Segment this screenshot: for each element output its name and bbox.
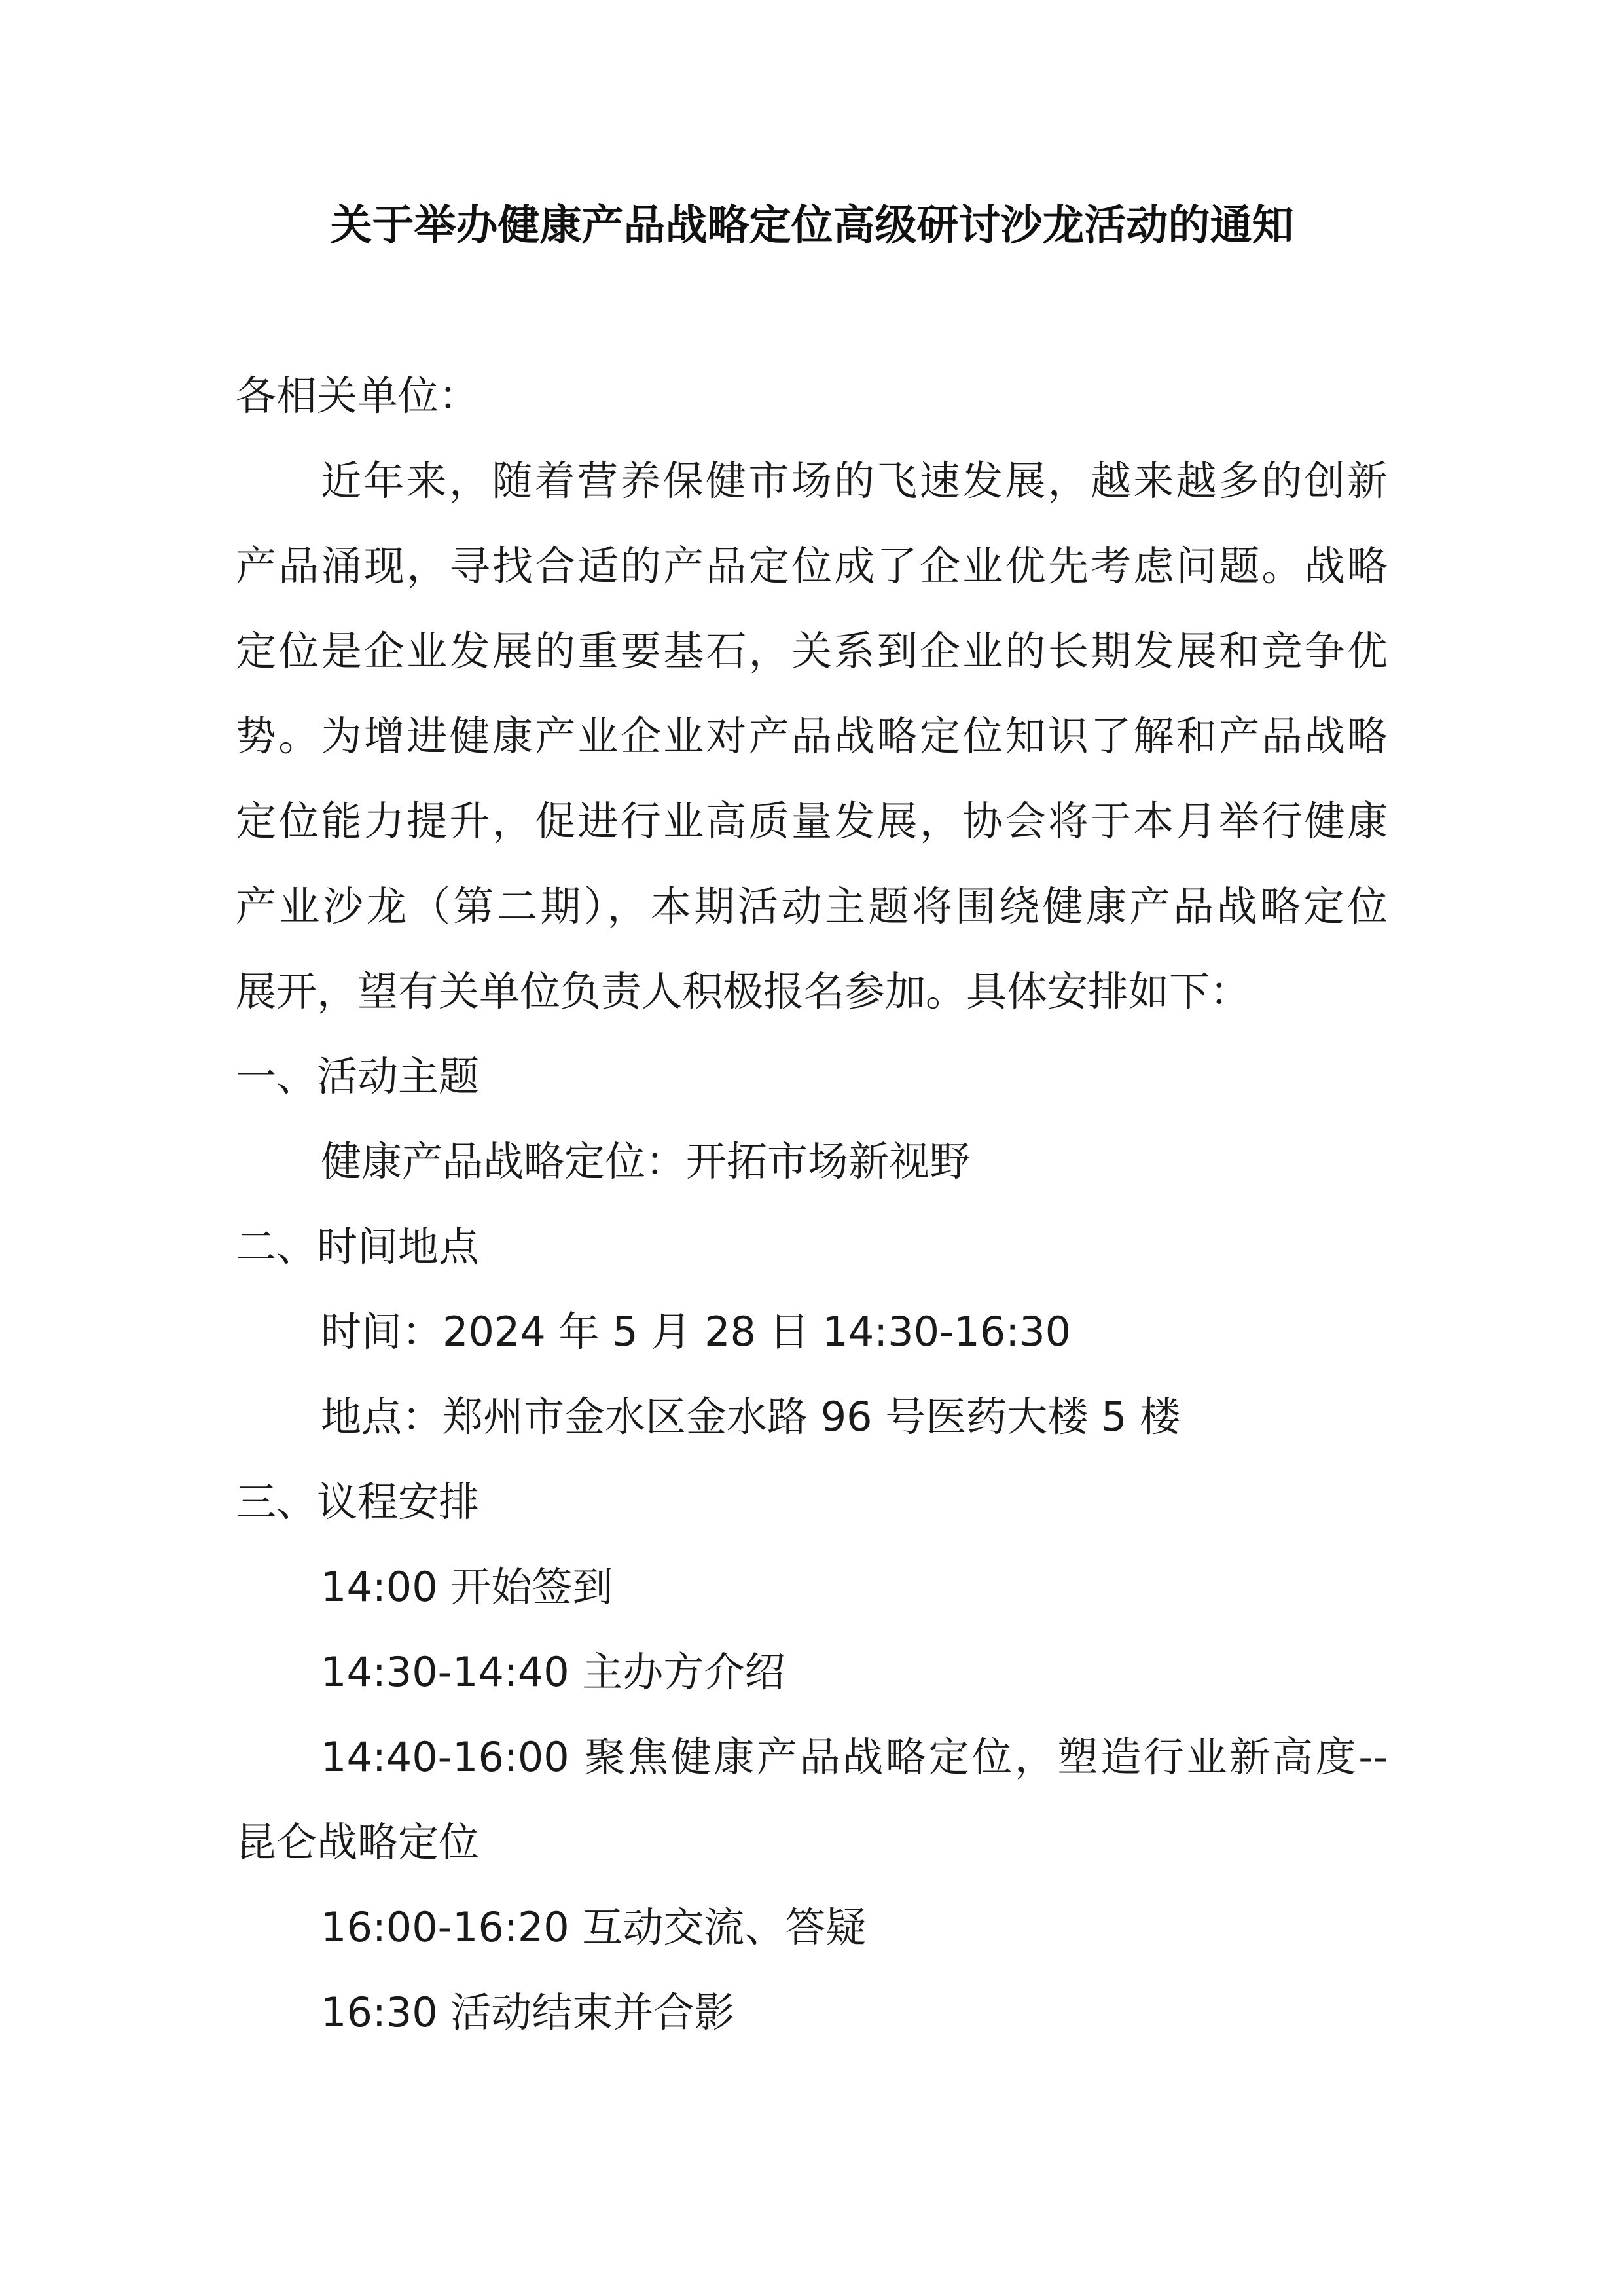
agenda-item-closing: 16:30 活动结束并合影 bbox=[321, 1988, 735, 2036]
intro-line-1: 近年来，随着营养保健市场的飞速发展，越来越多的创新 bbox=[321, 457, 1388, 505]
agenda-item-checkin: 14:00 开始签到 bbox=[321, 1563, 613, 1611]
event-place: 地点：郑州市金水区金水路 96 号医药大楼 5 楼 bbox=[321, 1393, 1181, 1441]
document-title: 关于举办健康产品战略定位高级研讨沙龙活动的通知 bbox=[330, 202, 1294, 250]
salutation: 各相关单位： bbox=[236, 372, 480, 420]
agenda-item-keynote: 14:40-16:00 聚焦健康产品战略定位，塑造行业新高度-- bbox=[321, 1733, 1388, 1781]
intro-line-5: 定位能力提升，促进行业高质量发展，协会将于本月举行健康 bbox=[236, 797, 1388, 845]
activity-theme: 健康产品战略定位：开拓市场新视野 bbox=[321, 1138, 971, 1185]
intro-line-3: 定位是企业发展的重要基石，关系到企业的长期发展和竞争优 bbox=[236, 627, 1388, 675]
agenda-item-qa: 16:00-16:20 互动交流、答疑 bbox=[321, 1903, 867, 1951]
event-time: 时间：2024 年 5 月 28 日 14:30-16:30 bbox=[321, 1308, 1072, 1355]
intro-line-7: 展开，望有关单位负责人积极报名参加。具体安排如下： bbox=[236, 967, 1251, 1015]
section-2-heading: 二、时间地点 bbox=[236, 1223, 480, 1270]
agenda-item-host-intro: 14:30-14:40 主办方介绍 bbox=[321, 1648, 785, 1696]
agenda-item-keynote-continued: 昆仑战略定位 bbox=[236, 1818, 480, 1866]
intro-line-6: 产业沙龙（第二期），本期活动主题将围绕健康产品战略定位 bbox=[236, 882, 1388, 930]
intro-line-2: 产品涌现，寻找合适的产品定位成了企业优先考虑问题。战略 bbox=[236, 542, 1388, 590]
intro-line-4: 势。为增进健康产业企业对产品战略定位知识了解和产品战略 bbox=[236, 712, 1388, 760]
section-3-heading: 三、议程安排 bbox=[236, 1478, 480, 1526]
section-1-heading: 一、活动主题 bbox=[236, 1052, 480, 1100]
